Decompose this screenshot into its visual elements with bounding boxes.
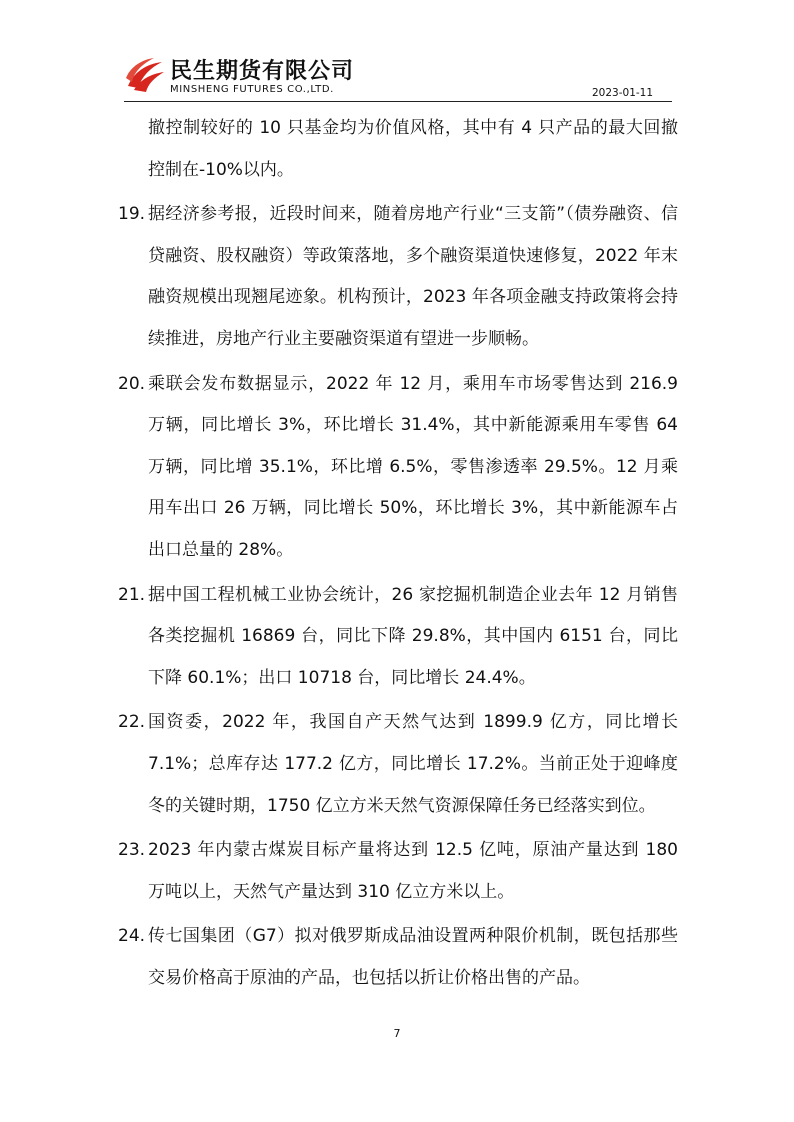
list-item xyxy=(118,575,678,700)
item-number: 21. xyxy=(118,584,146,605)
item-text: 国资委，2022 年，我国自产天然气达到 1899.9 亿方，同比增长 7.1%；总库存达 177.2 亿方，同比增长 17.2%。当前正处于迎峰度冬的关键时期，1750 亿立方米天然气资源保障任务已经落实到位。 xyxy=(148,712,678,816)
news-list xyxy=(118,108,678,1002)
list-item xyxy=(118,194,678,360)
list-item xyxy=(118,830,678,913)
item-number: 22. xyxy=(118,712,146,733)
item-text: 传七国集团（G7）拟对俄罗斯成品油设置两种限价机制，既包括那些交易价格高于原油的产品，也包括以折让价格出售的产品。 xyxy=(148,926,678,988)
item-text: 乘联会发布数据显示，2022 年 12 月，乘用车市场零售达到 216.9 万辆，同比增长 3%，环比增长 31.4%，其中新能源乘用车零售 64 万辆，同比增 35.1%，环比增 6.5%，零售渗透率 29.5%。12 月乘用车出口 26 万辆，同比增长 50%，环比增长 3%，其中新能源车占出口总量的 28%。 xyxy=(148,373,678,560)
company-name-cn: 民生期货有限公司 xyxy=(170,59,355,84)
list-item xyxy=(118,364,678,572)
item-number: 20. xyxy=(118,373,146,394)
report-date: 2023-01-11 xyxy=(592,87,654,99)
header-divider xyxy=(124,101,672,102)
item-number: 19. xyxy=(118,204,146,225)
item-number: 24. xyxy=(118,926,146,947)
page-header xyxy=(0,0,794,105)
item-text: 2023 年内蒙古煤炭目标产量将达到 12.5 亿吨，原油产量达到 180 万吨以上，天然气产量达到 310 亿立方米以上。 xyxy=(148,840,678,902)
company-name-en: MINSHENG FUTURES CO.,LTD. xyxy=(170,84,334,95)
list-item xyxy=(118,916,678,999)
item-text: 据中国工程机械工业协会统计，26 家挖掘机制造企业去年 12 月销售各类挖掘机 16869 台，同比下降 29.8%，其中国内 6151 台，同比下降 60.1%；出口 10718 台，同比增长 24.4%。 xyxy=(148,584,678,688)
list-item xyxy=(118,702,678,827)
item-text: 据经济参考报，近段时间来，随着房地产行业“三支箭”（债券融资、信贷融资、股权融资）等政策落地，多个融资渠道快速修复，2022 年末融资规模出现翘尾迹象。机构预计，2023 年各项金融支持政策将会持续推进，房地产行业主要融资渠道有望进一步顺畅。 xyxy=(148,204,678,349)
item-number: 23. xyxy=(118,840,146,861)
minsheng-logo-icon xyxy=(124,56,166,94)
page-number: 7 xyxy=(393,1027,401,1040)
item-text: 撤控制较好的 10 只基金均为价值风格，其中有 4 只产品的最大回撤控制在-10%以内。 xyxy=(148,118,678,180)
list-item xyxy=(118,108,678,191)
